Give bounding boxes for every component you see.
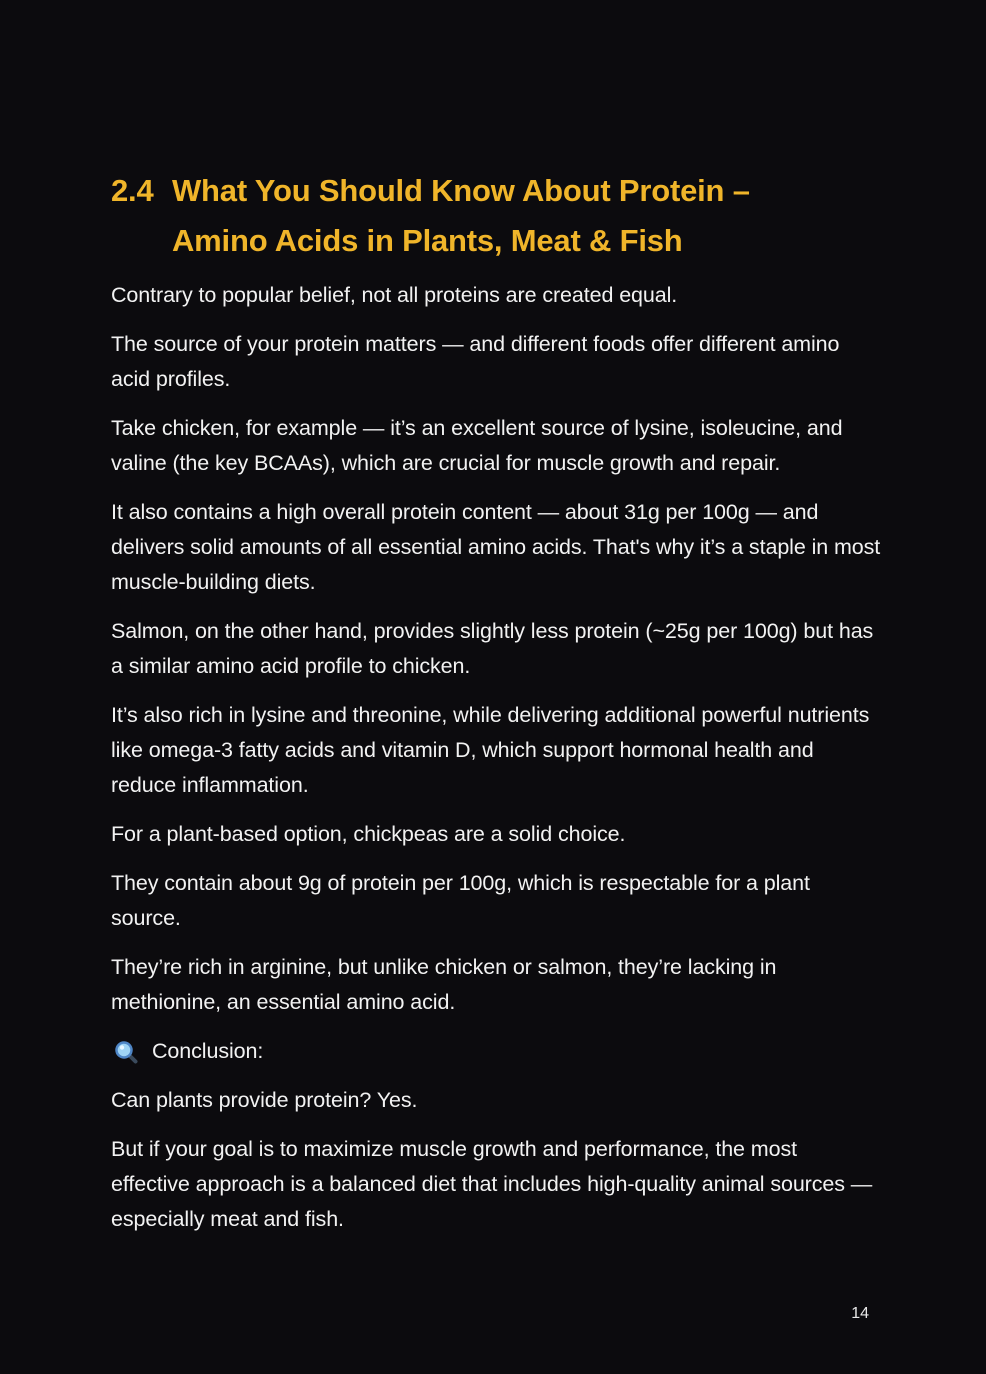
paragraph: The source of your protein matters — and different foods offer different amino acid profiles. (111, 332, 840, 391)
paragraph: They contain about 9g of protein per 100g, which is respectable for a plant source. (111, 871, 810, 930)
section-title (172, 166, 871, 266)
paragraph: They’re rich in arginine, but unlike chicken or salmon, they’re lacking in methionine, an essential amino acid. (111, 955, 777, 1014)
paragraph: Contrary to popular belief, not all proteins are created equal. (111, 283, 678, 307)
section-title-line-2: Amino Acids in Plants, Meat & Fish (172, 223, 683, 258)
paragraph: Salmon, on the other hand, provides slightly less protein (~25g per 100g) but has a similar amino acid profile to chicken. (111, 619, 874, 678)
body-text (111, 278, 881, 1251)
paragraph: Take chicken, for example — it’s an excellent source of lysine, isoleucine, and valine (the key BCAAs), which are crucial for muscle growth and repair. (111, 416, 843, 475)
paragraph: It also contains a high overall protein content — about 31g per 100g — and delivers solid amounts of all essential amino acids. That's why it’s a staple in most muscle-building diets. (111, 500, 881, 594)
conclusion-heading (111, 1034, 881, 1069)
page-number: 14 (851, 1305, 869, 1322)
conclusion-label: Conclusion: (152, 1039, 264, 1063)
section-heading (111, 166, 871, 266)
section-title-line-1: What You Should Know About Protein – (172, 173, 750, 208)
paragraph: Can plants provide protein? Yes. (111, 1088, 418, 1112)
paragraph: For a plant-based option, chickpeas are a solid choice. (111, 822, 626, 846)
section-number: 2.4 (111, 173, 154, 208)
paragraph: But if your goal is to maximize muscle growth and performance, the most effective approach is a balanced diet that includes high-quality animal sources — especially meat and fish. (111, 1137, 873, 1231)
paragraph: It’s also rich in lysine and threonine, while delivering additional powerful nutrients like omega-3 fatty acids and vitamin D, which support hormonal health and reduce inflammation. (111, 703, 870, 797)
magnifying-glass-icon (114, 1040, 138, 1064)
